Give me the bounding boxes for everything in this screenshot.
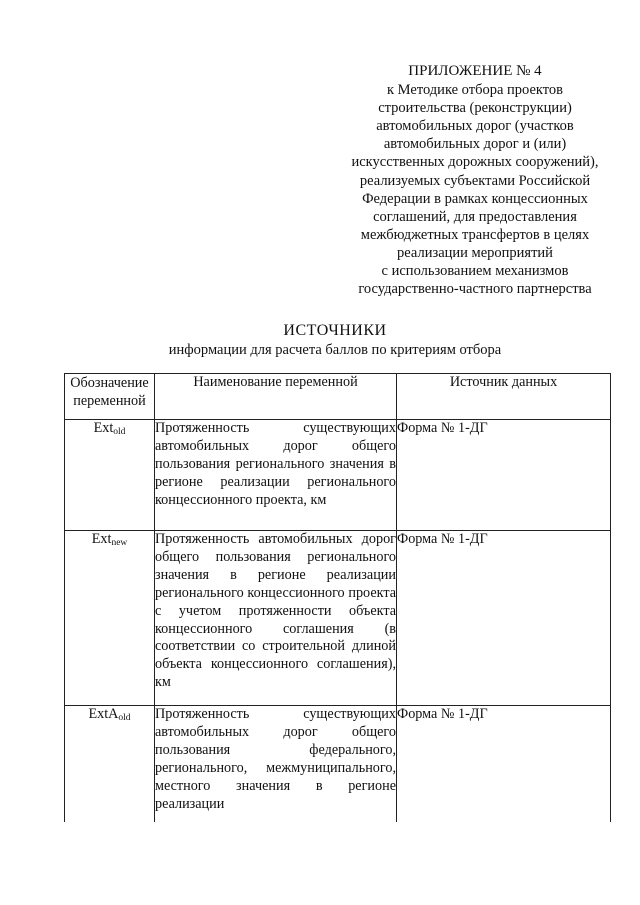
appendix-line: автомобильных дорог и (или) bbox=[383, 136, 567, 153]
appendix-line: с использованием механизмов bbox=[381, 263, 569, 280]
data-source-cell: Форма № 1-ДГ bbox=[397, 420, 611, 531]
variable-name-cell: Протяженность существующих автомобильных дорог общего пользования регионального значения в регионе реализации регионального концессионного проекта, км bbox=[155, 420, 397, 531]
appendix-line: реализации мероприятий bbox=[397, 244, 553, 261]
header-name: Наименование переменной bbox=[155, 374, 397, 420]
variable-subscript: old bbox=[113, 427, 126, 437]
variable-cell bbox=[65, 706, 155, 823]
table-row bbox=[65, 420, 611, 531]
appendix-line: строительства (реконструкции) bbox=[378, 100, 572, 117]
appendix-block bbox=[340, 62, 610, 298]
variable-cell bbox=[65, 420, 155, 531]
section-title: ИСТОЧНИКИ bbox=[283, 322, 387, 339]
appendix-line: Федерации в рамках концессионных bbox=[362, 190, 588, 207]
variable-name-cell: Протяженность автомобильных дорог общего пользования регионального значения в регионе реализации регионального концессионного проекта с учетом протяженности объекта концессионного соглашения (в соответствии со строительной длиной объекта концессионного соглашения), км bbox=[155, 531, 397, 706]
section-subtitle: информации для расчета баллов по критериям отбора bbox=[168, 342, 502, 358]
data-source-cell: Форма № 1-ДГ bbox=[397, 706, 611, 823]
table-row bbox=[65, 531, 611, 706]
variable-symbol: Ext bbox=[91, 531, 112, 547]
appendix-line: соглашений, для предоставления bbox=[373, 208, 577, 225]
appendix-line: межбюджетных трансфертов в целях bbox=[360, 226, 590, 243]
appendix-line: искусственных дорожных сооружений), bbox=[351, 154, 599, 171]
variable-symbol: ExtA bbox=[88, 706, 119, 722]
appendix-line: реализуемых субъектами Российской bbox=[359, 172, 591, 189]
appendix-line: автомобильных дорог (участков bbox=[376, 118, 574, 135]
appendix-line: государственно-частного партнерства bbox=[358, 281, 592, 298]
variable-name-cell: Протяженность существующих автомобильных дорог общего пользования федерального, регионального, межмуниципального, местного значения в регионе реализации bbox=[155, 706, 397, 823]
header-variable: Обозначение переменной bbox=[65, 374, 155, 420]
variable-symbol: Ext bbox=[93, 420, 114, 436]
header-source: Источник данных bbox=[397, 374, 611, 420]
variable-subscript: new bbox=[111, 538, 128, 548]
table-header-row bbox=[65, 374, 611, 420]
appendix-line: к Методике отбора проектов bbox=[387, 82, 563, 99]
variable-subscript: old bbox=[118, 713, 131, 723]
sources-table bbox=[64, 373, 611, 822]
variable-cell bbox=[65, 531, 155, 706]
data-source-cell: Форма № 1-ДГ bbox=[397, 531, 611, 706]
appendix-title: ПРИЛОЖЕНИЕ № 4 bbox=[408, 63, 542, 79]
table-row bbox=[65, 706, 611, 823]
